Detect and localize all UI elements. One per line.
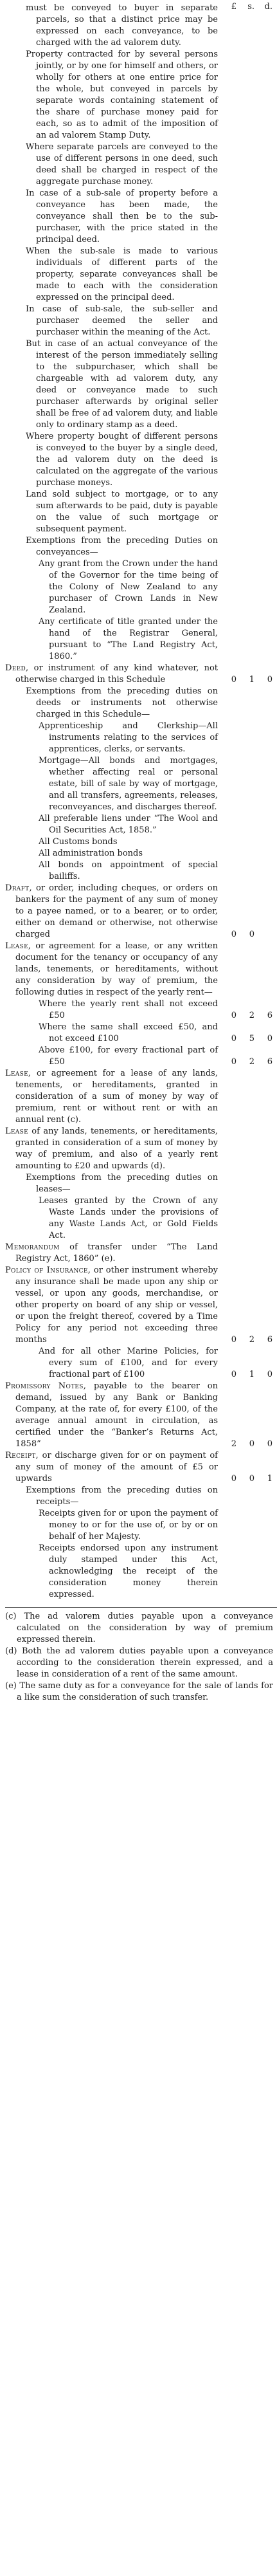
footnotes — [0, 1611, 277, 1704]
entry-text — [0, 1242, 218, 1265]
schedule-entry — [0, 941, 277, 998]
entry-body: In case of a sub-sale of property before a conveyance has been made, the conveyance shall then be to the sub-purchaser, with the price stated in the principal deed. — [26, 189, 218, 244]
entry-body: Any grant from the Crown under the hand of the Governor for the time being of the Colony of New Zealand to any purchaser of Crown Lands in New Zealand. — [39, 559, 218, 615]
entry-body: or order, including cheques, or orders on bankers for the payment of any sum of money to a payee named, or to a bearer, or to order, either on demand or otherwise, not otherwise charged — [15, 883, 218, 939]
entry-body: All preferable liens under “The Wool and Oil Securities Act, 1858.” — [39, 814, 218, 835]
entry-body: Where the same shall exceed £50, and not exceed £100 — [39, 1022, 218, 1044]
amount-pence: 0 — [267, 1370, 273, 1379]
entry-body: Exemptions from the preceding duties on receipts— — [26, 1486, 218, 1507]
entry-body: Above £100, for every fractional part of £50 — [39, 1045, 218, 1067]
entry-text — [0, 1381, 218, 1450]
entry-text — [0, 489, 218, 535]
entry-heading: Lease — [5, 1127, 28, 1136]
schedule-entry — [0, 188, 277, 246]
entry-body: must be conveyed to buyer in separate parcels, so that a distinct price may be expressed on each conveyance, to be charged with the ad valorem duty. — [26, 3, 218, 48]
footnote-mark: (c) — [5, 1612, 17, 1621]
entry-text — [0, 142, 218, 188]
schedule-entry — [0, 998, 277, 1022]
amount-shillings: 0 — [249, 1439, 255, 1449]
schedule-entry — [0, 663, 277, 686]
schedule-entries — [0, 3, 277, 1601]
pence-header: d. — [264, 2, 273, 12]
entry-body: Leases granted by the Crown of any Waste Lands under the provisions of any Waste Lands Act, or Gold Fields Act. — [39, 1196, 218, 1240]
entry-body: Any certificate of title granted under the hand of the Registrar General, pursuant to “The Land Registry Act, 1860.” — [39, 617, 218, 661]
entry-heading: Promissory Notes, — [5, 1381, 87, 1391]
footnote — [0, 1611, 277, 1646]
footnote-mark: (e) — [5, 1681, 17, 1691]
entry-body: of transfer under “The Land Registry Act, 1860” (e). — [15, 1242, 218, 1264]
entry-body: All administration bonds — [39, 849, 143, 858]
amount-pounds: 0 — [231, 1034, 237, 1044]
entry-body: payable to the bearer on demand, issued by any Bank or Banking Company, at the rate of, for every £100, of the average annual amount in circulation, as certified under the “Banker’s Returns Act, 1858” — [15, 1381, 218, 1449]
entry-body: And for all other Marine Policies, for every sum of £100, and for every fractional part of £100 — [39, 1347, 218, 1379]
footnote — [0, 1646, 277, 1680]
entry-text — [0, 49, 218, 142]
schedule-entry — [0, 721, 277, 755]
schedule-entry — [0, 1195, 277, 1242]
entry-text — [0, 1022, 218, 1045]
entry-body: Apprenticeship and Clerkship—All instruments relating to the services of apprentices, clerks, or servants. — [39, 721, 218, 754]
entry-body: Receipts endorsed upon any instrument duly stamped under this Act, acknowledging the receipt of the consideration money therein expressed. — [39, 1543, 218, 1599]
schedule-entry — [0, 686, 277, 721]
schedule-entry — [0, 1172, 277, 1195]
footnote-text: The same duty as for a conveyance for the sale of lands for a like sum the consideration of such transfer. — [16, 1681, 273, 1702]
amount-pounds: 0 — [231, 675, 237, 685]
schedule-entry — [0, 883, 277, 941]
amount-shillings: 2 — [249, 1011, 255, 1020]
entry-text — [0, 1346, 218, 1381]
amount-pounds: 0 — [231, 1011, 237, 1020]
entry-heading: Lease, — [5, 941, 31, 951]
schedule-entry — [0, 246, 277, 304]
schedule-entry — [0, 489, 277, 535]
amount-pounds: 0 — [231, 1370, 237, 1379]
amount-pence: 0 — [267, 1439, 273, 1449]
entry-text — [0, 686, 218, 721]
amount-shillings: 5 — [249, 1034, 255, 1044]
entry-text — [0, 813, 218, 836]
schedule-entry — [0, 860, 277, 883]
amount-pounds: 0 — [231, 1057, 237, 1067]
schedule-entry — [0, 535, 277, 558]
entry-body: Where separate parcels are conveyed to the use of different persons in one deed, such deed shall be charged in respect of the aggregate purchase money. — [26, 142, 218, 187]
entry-text — [0, 1126, 218, 1172]
footnote — [0, 1680, 277, 1704]
entry-text — [0, 431, 218, 489]
footnote-text: Both the ad valorem duties payable upon a conveyance according to the consideration therein expressed, and a lease in consideration of a rent of the same amount. — [17, 1646, 273, 1679]
schedule-entry — [0, 836, 277, 848]
entry-body: All Customs bonds — [39, 837, 118, 847]
entry-body: or instrument of any kind whatever, not otherwise charged in this Schedule — [15, 663, 218, 685]
pounds-header: £ — [231, 2, 237, 12]
amount-pounds: 2 — [231, 1439, 237, 1449]
amount-pounds: 0 — [231, 1335, 237, 1345]
amount-shillings: 0 — [249, 1474, 255, 1484]
entry-body: Property contracted for by several persons jointly, or by one for himself and others, or wholly for others at one entire price for the whole, but conveyed in parcels by separate words containing statement of the share of purchase money paid for each, so as to admit of the imposition of an ad valorem Stamp Duty. — [26, 50, 218, 140]
entry-text — [0, 1543, 218, 1601]
amount-pounds: 0 — [231, 1474, 237, 1484]
entry-text — [0, 663, 218, 686]
entry-heading: Policy of Insurance, — [5, 1265, 91, 1275]
entry-heading: Lease, — [5, 1069, 31, 1078]
schedule-entry — [0, 755, 277, 813]
schedule-entry — [0, 558, 277, 616]
schedule-entry — [0, 1045, 277, 1068]
schedule-entry — [0, 1485, 277, 1508]
amount-pence: 0 — [267, 675, 273, 685]
schedule-entry — [0, 49, 277, 142]
schedule-entry — [0, 813, 277, 836]
schedule-entry — [0, 3, 277, 49]
entry-text — [0, 860, 218, 883]
schedule-entry — [0, 431, 277, 489]
entry-body: When the sub-sale is made to various individuals of different parts of the property, separate conveyances shall be made to each with the consideration expressed on the principal deed. — [26, 246, 218, 302]
entry-heading: Deed, — [5, 663, 29, 673]
entry-text — [0, 1195, 218, 1242]
entry-body: of any lands, tenements, or hereditaments, granted in consideration of a sum of money by way of premium, and also of a yearly rent amounting to £20 and upwards (d). — [15, 1127, 218, 1171]
schedule-entry — [0, 1508, 277, 1543]
entry-text — [0, 338, 218, 431]
entry-body: Exemptions from the preceding duties on leases— — [26, 1173, 218, 1194]
amount-shillings: 2 — [249, 1335, 255, 1345]
entry-text — [0, 848, 218, 860]
schedule-entry — [0, 1265, 277, 1346]
schedule-entry — [0, 1381, 277, 1450]
amount-pence: 6 — [267, 1335, 273, 1345]
entry-text — [0, 1068, 218, 1126]
entry-text — [0, 1045, 218, 1068]
entry-body: Land sold subject to mortgage, or to any sum afterwards to be paid, duty is payable on the value of such mortgage or subsequent payment. — [26, 490, 218, 534]
schedule-entry — [0, 338, 277, 431]
schedule-entry — [0, 1242, 277, 1265]
entry-body: or discharge given for or on payment of any sum of money of the amount of £5 or upwards — [15, 1451, 218, 1484]
schedule-entry — [0, 304, 277, 338]
amount-shillings: 2 — [249, 1057, 255, 1067]
entry-text — [0, 188, 218, 246]
entry-text — [0, 941, 218, 998]
schedule-entry — [0, 1543, 277, 1601]
entry-text — [0, 558, 218, 616]
footnote-text: The ad valorem duties payable upon a conveyance calculated on the consideration by way of premium expressed therein. — [16, 1612, 273, 1644]
schedule-entry — [0, 1068, 277, 1126]
schedule-entry — [0, 1450, 277, 1485]
entry-text — [0, 721, 218, 755]
entry-body: Exemptions from the preceding duties on deeds or instruments not otherwise charged in this Schedule— — [26, 686, 218, 719]
schedule-entry — [0, 142, 277, 188]
schedule-entry — [0, 616, 277, 663]
entry-body: In case of sub-sale, the sub-seller and purchaser deemed the seller and purchaser within the meaning of the Act. — [26, 304, 218, 337]
entry-heading: Receipt, — [5, 1451, 39, 1460]
entry-body: All bonds on appointment of special bailiffs. — [39, 860, 218, 881]
entry-body: Mortgage—All bonds and mortgages, whether affecting real or personal estate, bill of sale by way of mortgage, and all transfers, agreements, releases, reconveyances, and discharges thereof. — [39, 756, 218, 812]
amount-pence: 1 — [267, 1474, 273, 1484]
entry-text — [0, 1450, 218, 1485]
entry-text — [0, 1508, 218, 1543]
footnote-rule — [5, 1607, 277, 1608]
entry-text — [0, 1172, 218, 1195]
schedule-entry — [0, 1022, 277, 1045]
entry-body: Exemptions from the preceding Duties on conveyances— — [26, 536, 218, 557]
entry-heading: Memorandum — [5, 1242, 60, 1252]
entry-body: or other instrument whereby any insurance shall be made upon any ship or vessel, or upon any goods, merchandise, or other property on board of any ship or vessel, or upon the freight thereof, covered by a Time Policy for any period not exceeding three months — [15, 1265, 218, 1345]
amount-shillings: 0 — [249, 930, 255, 939]
schedule-entry — [0, 1346, 277, 1381]
entry-heading: Draft, — [5, 883, 32, 893]
entry-text — [0, 1485, 218, 1508]
entry-text — [0, 836, 218, 848]
entry-text — [0, 3, 218, 49]
entry-body: or agreement for a lease, or any written document for the tenancy or occupancy of any lands, tenements, or hereditaments, without any consideration by way of premium, the following duties in respect of the yearly rent— — [15, 941, 218, 997]
entry-text — [0, 246, 218, 304]
schedule-entry — [0, 848, 277, 860]
amount-shillings: 1 — [249, 1370, 255, 1379]
entry-body: Where the yearly rent shall not exceed £50 — [39, 999, 218, 1020]
footnote-mark: (d) — [5, 1646, 17, 1656]
amount-pence: 6 — [267, 1011, 273, 1020]
entry-body: or agreement for a lease of any lands, tenements, or hereditaments, granted in consideration of a sum of money by way of premium, rent or without rent or with an annual rent (c). — [15, 1069, 218, 1125]
schedule-entry — [0, 1126, 277, 1172]
entry-body: Where property bought of different persons is conveyed to the buyer by a single deed, the ad valorem duty on the deed is calculated on the aggregate of the various purchase moneys. — [26, 432, 218, 488]
entry-text — [0, 883, 218, 941]
amount-pounds: 0 — [231, 930, 237, 939]
entry-text — [0, 616, 218, 663]
amount-pence: 0 — [267, 1034, 273, 1044]
amount-shillings: 1 — [249, 675, 255, 685]
entry-body: Receipts given for or upon the payment of money to or for the use of, or by or on behalf of her Majesty. — [39, 1509, 218, 1541]
entry-text — [0, 535, 218, 558]
entry-text — [0, 304, 218, 338]
entry-text — [0, 998, 218, 1022]
entry-text — [0, 755, 218, 813]
shillings-header: s. — [247, 2, 255, 12]
entry-body: But in case of an actual conveyance of the interest of the person immediately selling to the subpurchaser, which shall be chargeable with ad valorem duty, any deed or conveyance made to such purchaser afterwards by original seller shall be free of ad valorem duty, and liable only to ordinary stamp as a deed. — [26, 339, 218, 430]
entry-text — [0, 1265, 218, 1346]
amount-pence: 6 — [267, 1057, 273, 1067]
